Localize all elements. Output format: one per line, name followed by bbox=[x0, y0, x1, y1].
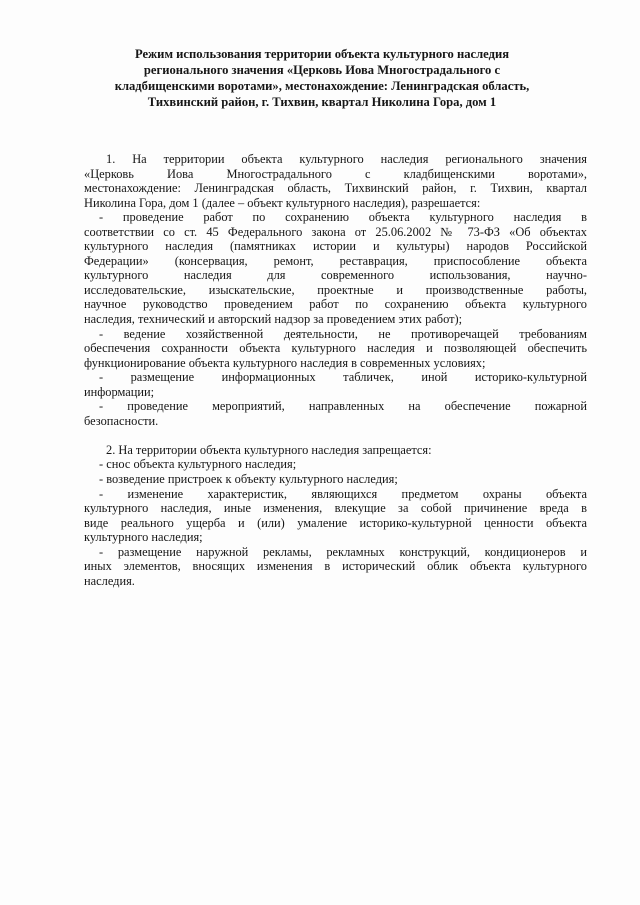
list-item-line: наследия, технический и авторский надзор за проведением этих работ); bbox=[84, 312, 463, 327]
list-item-line: - размещение информационных табличек, иной историко-культурной bbox=[99, 370, 587, 385]
paragraph-line: 1. На территории объекта культурного наследия регионального значения bbox=[106, 152, 587, 166]
list-item-line: - возведение пристроек к объекту культурного наследия; bbox=[99, 471, 398, 486]
list-item-line: - размещение наружной рекламы, рекламных конструкций, кондиционеров и bbox=[99, 544, 587, 559]
list-item-line: - изменение характеристик, являющихся предметом охраны объекта bbox=[99, 486, 587, 501]
list-item-line: культурного наследия (памятниках истории и культуры) народов Российской bbox=[84, 239, 587, 254]
list-item-line: исследовательские, изыскательские, проектные и производственные работы, bbox=[84, 282, 587, 297]
list-item-line: информации; bbox=[84, 384, 155, 399]
list-item-line: виде реального ущерба и (или) умаление историко-культурной ценности объекта bbox=[84, 515, 587, 530]
list-item-line: культурного наследия, иные изменения, влекущие за собой причинение вреда в bbox=[84, 501, 587, 516]
list-item-line: - ведение хозяйственной деятельности, не противоречащей требованиям bbox=[99, 326, 587, 341]
list-item-line: культурного наследия для современного использования, научно- bbox=[84, 268, 587, 283]
list-item-line: Федерации» (консервация, ремонт, реставрация, приспособление объекта bbox=[84, 253, 587, 268]
section-permitted bbox=[84, 152, 587, 428]
list-item-line: обеспечения сохранности объекта культурного наследия и позволяющей обеспечить bbox=[84, 341, 587, 356]
list-item-line: научное руководство проведением работ по сохранению объекта культурного bbox=[84, 297, 587, 312]
list-item-line: иных элементов, вносящих изменения в исторический облик объекта культурного bbox=[84, 559, 587, 574]
paragraph-line: Николина Гора, дом 1 (далее – объект культурного наследия), разрешается: bbox=[84, 195, 481, 210]
list-item-line: наследия. bbox=[84, 573, 135, 588]
title-line: кладбищенскими воротами», местонахождение: Ленинградская область, bbox=[114, 79, 530, 93]
list-item-line: - проведение работ по сохранению объекта культурного наследия в bbox=[99, 210, 587, 225]
paragraph-line: 2. На территории объекта культурного наследия запрещается: bbox=[106, 442, 432, 457]
list-item-line: функционирование объекта культурного наследия в современных условиях; bbox=[84, 355, 486, 370]
list-item-line: соответствии со ст. 45 Федерального закона от 25.06.2002 № 73-ФЗ «Об объектах bbox=[84, 224, 587, 239]
paragraph-line: местонахождение: Ленинградская область, Тихвинский район, г. Тихвин, квартал bbox=[84, 181, 587, 196]
document-title bbox=[78, 46, 566, 110]
section-prohibited bbox=[84, 443, 587, 588]
list-item-line: культурного наследия; bbox=[84, 530, 203, 545]
document-body bbox=[84, 152, 587, 588]
list-item-line: - снос объекта культурного наследия; bbox=[99, 457, 297, 472]
list-item-line: - проведение мероприятий, направленных на обеспечение пожарной bbox=[99, 399, 587, 414]
title-line: Тихвинский район, г. Тихвин, квартал Николина Гора, дом 1 bbox=[147, 95, 497, 109]
title-line: Режим использования территории объекта культурного наследия bbox=[134, 47, 510, 61]
paragraph-line: «Церковь Иова Многострадального с кладбищенскими воротами», bbox=[84, 166, 587, 181]
title-line: регионального значения «Церковь Иова Многострадального с bbox=[143, 63, 501, 77]
list-item-line: безопасности. bbox=[84, 413, 159, 428]
